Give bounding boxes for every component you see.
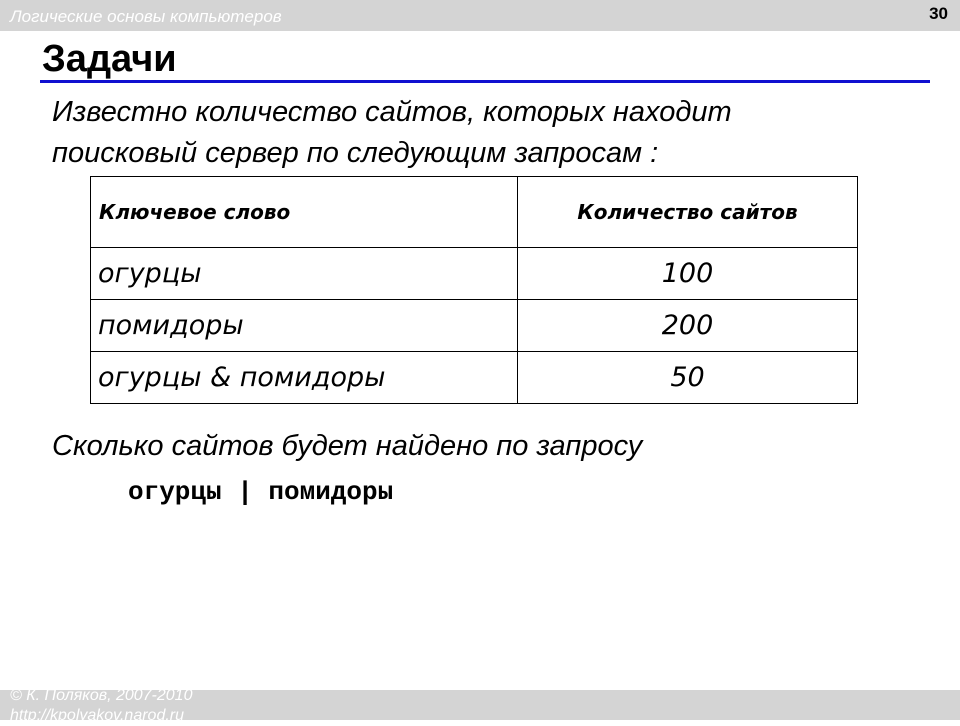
search-results-table xyxy=(90,176,858,404)
course-title: Логические основы компьютеров xyxy=(10,7,282,26)
row-count: 100 xyxy=(518,248,858,300)
table-row xyxy=(91,300,858,352)
query-text: огурцы | помидоры xyxy=(128,477,394,507)
row-count: 200 xyxy=(518,300,858,352)
intro-line-2: поисковый сервер по следующим запросам : xyxy=(52,137,659,169)
problem-intro xyxy=(52,92,922,174)
header-site-count: Количество сайтов xyxy=(518,177,858,248)
title-underline xyxy=(40,80,930,83)
copyright-text: © К. Поляков, 2007-2010 xyxy=(10,687,193,704)
footer xyxy=(10,686,192,726)
header-keyword: Ключевое слово xyxy=(91,177,518,248)
row-keyword: помидоры xyxy=(91,300,518,352)
slide-number: 30 xyxy=(929,4,948,23)
slide-title: Задачи xyxy=(42,38,177,80)
row-count: 50 xyxy=(518,352,858,404)
table-row xyxy=(91,248,858,300)
author-url: http://kpolyakov.narod.ru xyxy=(10,707,185,724)
row-keyword: огурцы & помидоры xyxy=(91,352,518,404)
intro-line-1: Известно количество сайтов, которых находит xyxy=(52,96,732,128)
table-header-row xyxy=(91,177,858,248)
table-row xyxy=(91,352,858,404)
row-keyword: огурцы xyxy=(91,248,518,300)
header-bar xyxy=(0,0,960,31)
question-text: Сколько сайтов будет найдено по запросу xyxy=(52,430,643,462)
